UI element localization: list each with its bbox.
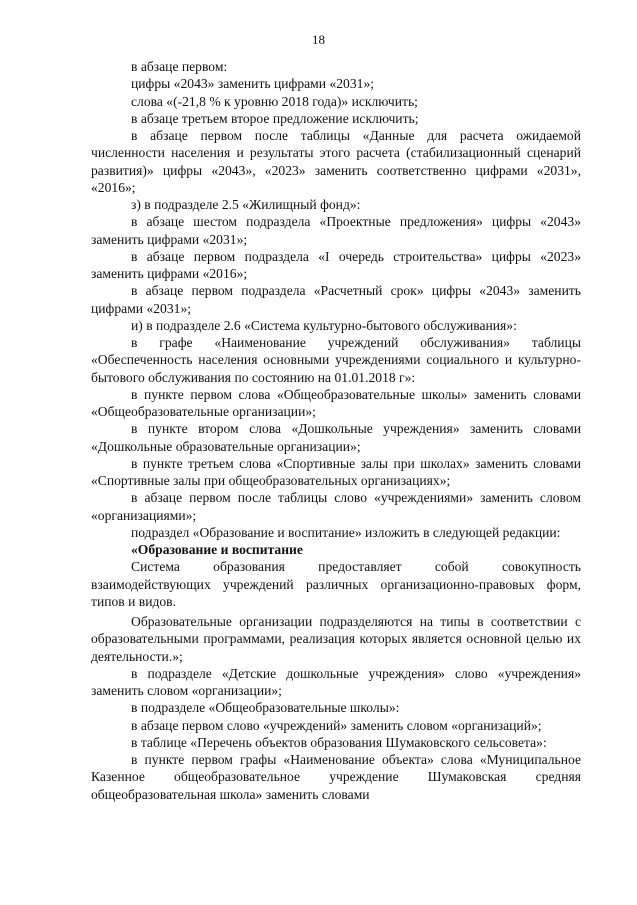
document-body [91, 58, 581, 803]
paragraph: Система образования предоставляет собой совокупность взаимодействующих учреждений различных организационно-правовых форм, типов и видов. [91, 559, 581, 609]
paragraph: слова «(-21,8 % к уровню 2018 года)» исключить; [131, 93, 418, 109]
paragraph: в таблице «Перечень объектов образования Шумаковского сельсовета»: [131, 734, 547, 750]
paragraph: и) в подразделе 2.6 «Система культурно-бытового обслуживания»: [131, 317, 517, 333]
paragraph: в пункте первом слова «Общеобразовательные школы» заменить словами «Общеобразовательные организации»; [91, 386, 581, 419]
paragraph: в абзаце первом подраздела «Расчетный срок» цифры «2043» заменить цифрами «2031»; [91, 283, 581, 316]
paragraph: в абзаце первом после таблицы «Данные для расчета ожидаемой численности населения и результаты этого расчета (стабилизационный сценарий развития)» цифры «2043», «2023» заменить соответственно цифрами «2031», «2016»; [91, 128, 581, 195]
paragraph: в абзаце шестом подраздела «Проектные предложения» цифры «2043» заменить цифрами «2031»; [91, 214, 581, 247]
paragraph: з) в подразделе 2.5 «Жилищный фонд»: [131, 197, 361, 212]
paragraph: в абзаце первом подраздела «I очередь строительства» цифры «2023» заменить цифрами «2016»; [91, 248, 581, 281]
paragraph: Образовательные организации подразделяются на типы в соответствии с образовательными программами, реализация которых является основной целью их деятельности.»; [91, 614, 581, 664]
paragraph: в абзаце первом слово «учреждений» заменить словом «организаций»; [131, 717, 542, 733]
paragraph: в абзаце третьем второе предложение исключить; [131, 110, 419, 126]
paragraph: в пункте втором слова «Дошкольные учреждения» заменить словами «Дошкольные образовательные организации»; [91, 421, 581, 454]
paragraph: в подразделе «Общеобразовательные школы»: [131, 700, 400, 716]
paragraph: в подразделе «Детские дошкольные учреждения» слово «учреждения» заменить словом «организации»; [91, 665, 581, 698]
paragraph: в абзаце первом после таблицы слово «учреждениями» заменить словом «организациями»; [91, 490, 581, 523]
paragraph: в абзаце первом: [131, 59, 228, 74]
page-number: 18 [312, 32, 325, 47]
paragraph: в пункте первом графы «Наименование объекта» слова «Муниципальное Казенное общеобразовательное учреждение Шумаковская средняя общеобразовательная школа» заменить словами [91, 752, 581, 802]
paragraph: в пункте третьем слова «Спортивные залы при школах» заменить словами «Спортивные залы при общеобразовательных организациях»; [91, 455, 581, 488]
paragraph: подраздел «Образование и воспитание» изложить в следующей редакции: [131, 524, 561, 540]
paragraph: цифры «2043» заменить цифрами «2031»; [131, 76, 375, 92]
section-heading: «Образование и воспитание [131, 542, 303, 557]
paragraph: в графе «Наименование учреждений обслуживания» таблицы «Обеспеченность населения основными учреждениями социального и культурно-бытового обслуживания по состоянию на 01.01.2018 г»: [91, 335, 581, 385]
